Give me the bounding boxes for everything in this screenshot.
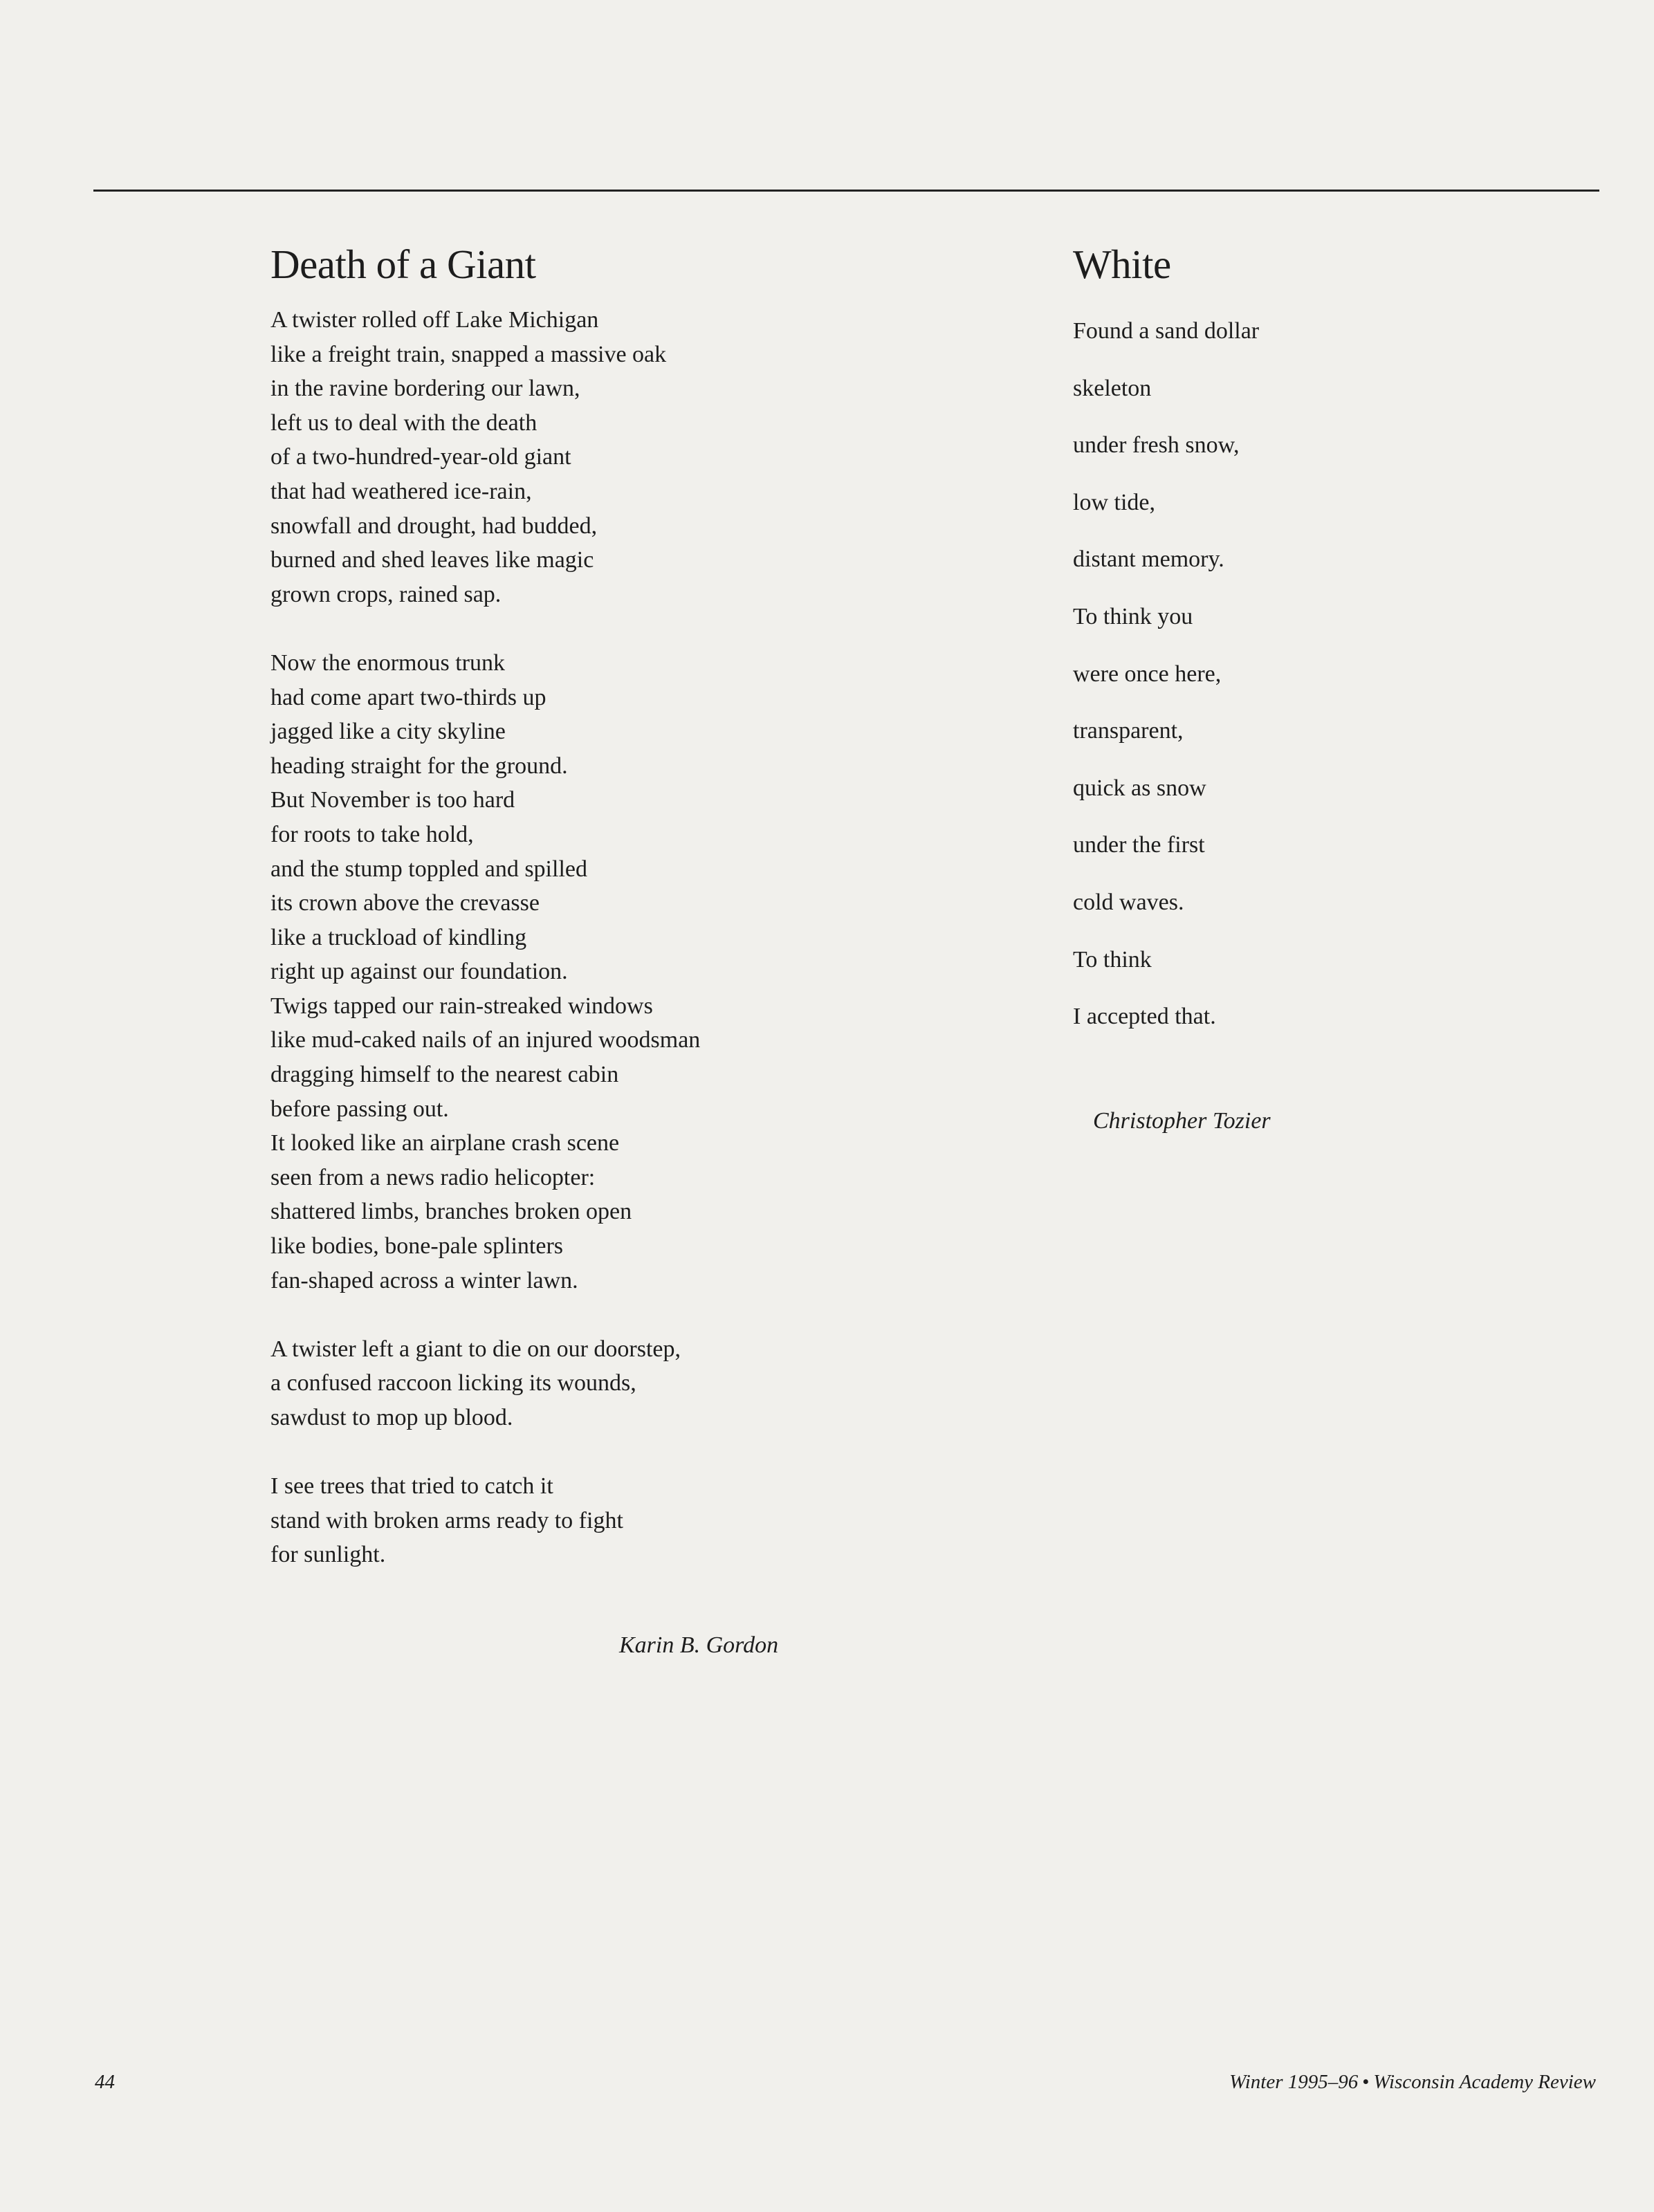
poem-line: left us to deal with the death [270,409,537,436]
poem-line: like mud-caked nails of an injured woodsman [270,1027,701,1053]
poem-line: had come apart two-thirds up [270,684,546,710]
running-footer [1229,2071,1596,2094]
stanza-4 [270,1469,893,1572]
poem-line: skeleton [1073,375,1152,401]
poem-line: seen from a news radio helicopter: [270,1164,596,1190]
poem-line: It looked like an airplane crash scene [270,1130,620,1156]
poem-line: before passing out. [270,1096,449,1122]
poem-line: Found a sand dollar [1073,318,1260,344]
poem-line: were once here, [1073,661,1222,687]
issue-date: Winter 1995–96 [1229,2071,1359,2093]
poem-title: Death of a Giant [270,241,536,287]
poem-line: Twigs tapped our rain-streaked windows [270,993,653,1019]
poem-line: fan-shaped across a winter lawn. [270,1267,578,1293]
poem-title: White [1073,241,1171,287]
poem-line: under fresh snow, [1073,432,1240,459]
poem-line: stand with broken arms ready to fight [270,1507,623,1533]
poem-line: of a two-hundred-year-old giant [270,444,571,470]
poem-line: To think [1073,946,1152,973]
poem-line: burned and shed leaves like magic [270,547,594,573]
stanza-3 [270,1332,893,1435]
stanza-1 [270,303,893,611]
poem-line: for roots to take hold, [270,821,474,847]
poem-body [1073,303,1557,1046]
poem-line: right up against our foundation. [270,959,568,985]
poem-line: like a truckload of kindling [270,924,527,950]
poem-line: like a freight train, snapped a massive oak [270,341,667,367]
poem-line: cold waves. [1073,889,1184,915]
poem-line: a confused raccoon licking its wounds, [270,1370,636,1397]
poem-line: like bodies, bone-pale splinters [270,1233,564,1260]
poem-line: for sunlight. [270,1542,386,1568]
poem-author: Karin B. Gordon [619,1632,779,1658]
poem-line: under the first [1073,832,1205,858]
stanza-2 [270,646,893,1298]
header-rule [93,190,1599,192]
page-number: 44 [95,2071,115,2093]
poem-line: A twister rolled off Lake Michigan [270,307,599,333]
poem-line: distant memory. [1073,546,1224,573]
poem-line: To think you [1073,603,1193,629]
poem-line: I accepted that. [1073,1004,1216,1030]
poem-line: dragging himself to the nearest cabin [270,1062,619,1088]
poem-line: Now the enormous trunk [270,649,506,676]
poem-line: grown crops, rained sap. [270,581,502,607]
poem-line: in the ravine bordering our lawn, [270,376,580,402]
poem-line: that had weathered ice-rain, [270,478,532,504]
poem-line: A twister left a giant to die on our doorstep, [270,1336,681,1362]
poem-death-of-a-giant [270,234,893,1572]
poem-line: quick as snow [1073,775,1206,801]
poem-line: But November is too hard [270,787,515,813]
poem-line: heading straight for the ground. [270,753,568,779]
poem-line: jagged like a city skyline [270,719,506,745]
footer-separator: • [1362,2071,1370,2093]
poem-line: and the stump toppled and spilled [270,856,587,882]
poem-line: I see trees that tried to catch it [270,1473,553,1500]
poem-line: snowfall and drought, had budded, [270,513,598,539]
publication-name: Wisconsin Academy Review [1373,2071,1596,2093]
poem-line: shattered limbs, branches broken open [270,1199,632,1225]
poem-line: its crown above the crevasse [270,890,540,916]
poem-author: Christopher Tozier [1093,1108,1271,1134]
poem-line: low tide, [1073,489,1155,515]
poem-line: transparent, [1073,718,1184,744]
poem-line: sawdust to mop up blood. [270,1405,513,1430]
poem-white [1073,234,1557,1046]
